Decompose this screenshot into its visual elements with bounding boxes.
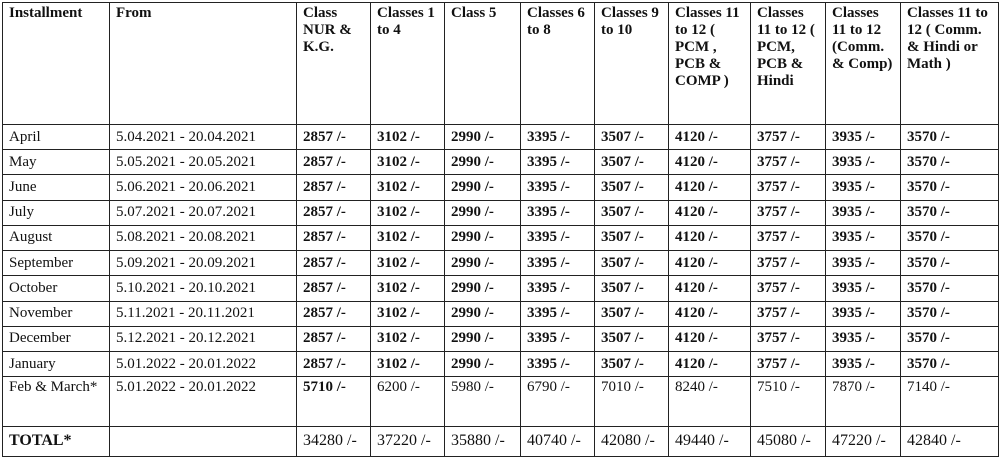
fee-amount-cell: 2857 /- [297,251,371,276]
total-amount-cell: 35880 /- [445,426,521,456]
fee-amount-cell: 3935 /- [826,276,901,301]
fee-amount-cell: 3935 /- [826,200,901,225]
total-amount-cell: 34280 /- [297,426,371,456]
fee-amount-cell: 3757 /- [751,175,826,200]
fee-amount-cell: 4120 /- [669,251,751,276]
fee-amount-cell: 3570 /- [901,200,999,225]
fee-amount-cell: 3935 /- [826,251,901,276]
total-amount-cell: 42840 /- [901,426,999,456]
table-row [3,377,999,426]
fee-amount-cell: 3570 /- [901,125,999,150]
fee-installment-table [2,2,999,457]
fee-amount-cell: 3395 /- [521,200,595,225]
fee-amount-cell: 3395 /- [521,351,595,376]
date-range-cell: 5.10.2021 - 20.10.2021 [110,276,297,301]
date-range-cell: 5.12.2021 - 20.12.2021 [110,326,297,351]
total-label: TOTAL* [3,426,110,456]
date-range-cell: 5.07.2021 - 20.07.2021 [110,200,297,225]
fee-amount-cell: 3507 /- [595,225,669,250]
table-body [3,125,999,457]
fee-amount-cell: 3102 /- [371,276,445,301]
fee-amount-cell: 4120 /- [669,326,751,351]
fee-amount-cell: 3935 /- [826,301,901,326]
total-amount-cell: 47220 /- [826,426,901,456]
table-row [3,150,999,175]
fee-amount-cell: 3935 /- [826,150,901,175]
table-row [3,175,999,200]
fee-amount-cell: 3507 /- [595,301,669,326]
fee-amount-cell: 3102 /- [371,351,445,376]
fee-amount-cell: 3570 /- [901,225,999,250]
fee-amount-cell: 2857 /- [297,225,371,250]
fee-amount-cell: 3395 /- [521,125,595,150]
fee-amount-cell: 4120 /- [669,175,751,200]
fee-amount-cell: 2857 /- [297,150,371,175]
fee-amount-cell: 2990 /- [445,301,521,326]
fee-amount-cell: 7870 /- [826,377,901,426]
fee-amount-cell: 6200 /- [371,377,445,426]
fee-amount-cell: 3102 /- [371,175,445,200]
fee-amount-cell: 2990 /- [445,276,521,301]
header-nur-kg: Class NUR & K.G. [297,3,371,125]
fee-amount-cell: 3757 /- [751,200,826,225]
fee-amount-cell: 3102 /- [371,326,445,351]
installment-cell: June [3,175,110,200]
fee-amount-cell: 2857 /- [297,326,371,351]
table-row [3,251,999,276]
fee-amount-cell: 3570 /- [901,276,999,301]
fee-amount-cell: 2857 /- [297,175,371,200]
header-from: From [110,3,297,125]
table-row [3,326,999,351]
fee-amount-cell: 3757 /- [751,251,826,276]
header-classes-11-12-comm-comp: Classes 11 to 12 (Comm. & Comp) [826,3,901,125]
fee-amount-cell: 3102 /- [371,150,445,175]
fee-amount-cell: 2990 /- [445,150,521,175]
fee-amount-cell: 4120 /- [669,125,751,150]
fee-amount-cell: 3507 /- [595,276,669,301]
fee-amount-cell: 3102 /- [371,301,445,326]
fee-amount-cell: 3757 /- [751,276,826,301]
fee-amount-cell: 2990 /- [445,200,521,225]
fee-amount-cell: 3570 /- [901,326,999,351]
installment-cell: September [3,251,110,276]
total-amount-cell: 42080 /- [595,426,669,456]
fee-amount-cell: 2857 /- [297,276,371,301]
fee-amount-cell: 5980 /- [445,377,521,426]
fee-amount-cell: 3570 /- [901,251,999,276]
installment-cell: January [3,351,110,376]
fee-amount-cell: 3757 /- [751,301,826,326]
fee-amount-cell: 2990 /- [445,225,521,250]
fee-amount-cell: 3507 /- [595,251,669,276]
fee-amount-cell: 7140 /- [901,377,999,426]
header-class-5: Class 5 [445,3,521,125]
total-from-cell [110,426,297,456]
header-classes-11-12-pcm-pcb-comp: Classes 11 to 12 ( PCM , PCB & COMP ) [669,3,751,125]
fee-amount-cell: 2990 /- [445,251,521,276]
fee-amount-cell: 3757 /- [751,351,826,376]
fee-amount-cell: 3570 /- [901,301,999,326]
header-row [3,3,999,125]
fee-amount-cell: 4120 /- [669,276,751,301]
table-row [3,225,999,250]
installment-cell: December [3,326,110,351]
fee-amount-cell: 3507 /- [595,125,669,150]
fee-amount-cell: 4120 /- [669,351,751,376]
installment-cell: August [3,225,110,250]
date-range-cell: 5.05.2021 - 20.05.2021 [110,150,297,175]
installment-cell: July [3,200,110,225]
total-amount-cell: 40740 /- [521,426,595,456]
header-installment: Installment [3,3,110,125]
fee-amount-cell: 3757 /- [751,326,826,351]
fee-amount-cell: 3935 /- [826,351,901,376]
installment-cell: April [3,125,110,150]
total-row [3,426,999,456]
total-amount-cell: 37220 /- [371,426,445,456]
fee-amount-cell: 3935 /- [826,125,901,150]
installment-cell: Feb & March* [3,377,110,426]
fee-amount-cell: 2857 /- [297,200,371,225]
fee-amount-cell: 3507 /- [595,200,669,225]
fee-amount-cell: 4120 /- [669,150,751,175]
fee-amount-cell: 2990 /- [445,326,521,351]
fee-amount-cell: 3507 /- [595,326,669,351]
fee-amount-cell: 3102 /- [371,225,445,250]
date-range-cell: 5.11.2021 - 20.11.2021 [110,301,297,326]
table-row [3,276,999,301]
fee-amount-cell: 5710 /- [297,377,371,426]
fee-amount-cell: 3102 /- [371,251,445,276]
table-row [3,351,999,376]
fee-amount-cell: 7010 /- [595,377,669,426]
fee-amount-cell: 6790 /- [521,377,595,426]
table-row [3,125,999,150]
total-amount-cell: 49440 /- [669,426,751,456]
header-classes-1-4: Classes 1 to 4 [371,3,445,125]
fee-amount-cell: 3395 /- [521,276,595,301]
fee-amount-cell: 3757 /- [751,225,826,250]
fee-amount-cell: 3395 /- [521,225,595,250]
fee-amount-cell: 3102 /- [371,200,445,225]
header-classes-9-10: Classes 9 to 10 [595,3,669,125]
header-classes-6-8: Classes 6 to 8 [521,3,595,125]
fee-amount-cell: 2857 /- [297,125,371,150]
total-amount-cell: 45080 /- [751,426,826,456]
fee-amount-cell: 3395 /- [521,326,595,351]
fee-amount-cell: 3507 /- [595,351,669,376]
fee-amount-cell: 3395 /- [521,251,595,276]
fee-amount-cell: 3570 /- [901,175,999,200]
date-range-cell: 5.06.2021 - 20.06.2021 [110,175,297,200]
fee-amount-cell: 4120 /- [669,301,751,326]
fee-amount-cell: 2990 /- [445,351,521,376]
fee-amount-cell: 3507 /- [595,150,669,175]
installment-cell: May [3,150,110,175]
installment-cell: October [3,276,110,301]
table-row [3,301,999,326]
date-range-cell: 5.08.2021 - 20.08.2021 [110,225,297,250]
fee-amount-cell: 3570 /- [901,150,999,175]
fee-amount-cell: 2857 /- [297,301,371,326]
fee-amount-cell: 3935 /- [826,225,901,250]
fee-amount-cell: 2990 /- [445,125,521,150]
date-range-cell: 5.09.2021 - 20.09.2021 [110,251,297,276]
date-range-cell: 5.04.2021 - 20.04.2021 [110,125,297,150]
table-row [3,200,999,225]
fee-amount-cell: 4120 /- [669,225,751,250]
fee-amount-cell: 3102 /- [371,125,445,150]
fee-amount-cell: 3757 /- [751,125,826,150]
fee-amount-cell: 3395 /- [521,301,595,326]
fee-amount-cell: 3395 /- [521,175,595,200]
fee-amount-cell: 3507 /- [595,175,669,200]
installment-cell: November [3,301,110,326]
fee-amount-cell: 4120 /- [669,200,751,225]
fee-amount-cell: 7510 /- [751,377,826,426]
fee-amount-cell: 2857 /- [297,351,371,376]
date-range-cell: 5.01.2022 - 20.01.2022 [110,351,297,376]
fee-amount-cell: 3570 /- [901,351,999,376]
header-classes-11-12-comm-hindi-math: Classes 11 to 12 ( Comm. & Hindi or Math ) [901,3,999,125]
header-classes-11-12-pcm-pcb-hindi: Classes 11 to 12 ( PCM, PCB & Hindi [751,3,826,125]
fee-amount-cell: 3935 /- [826,175,901,200]
fee-amount-cell: 2990 /- [445,175,521,200]
fee-amount-cell: 8240 /- [669,377,751,426]
fee-amount-cell: 3935 /- [826,326,901,351]
date-range-cell: 5.01.2022 - 20.01.2022 [110,377,297,426]
fee-amount-cell: 3395 /- [521,150,595,175]
fee-amount-cell: 3757 /- [751,150,826,175]
